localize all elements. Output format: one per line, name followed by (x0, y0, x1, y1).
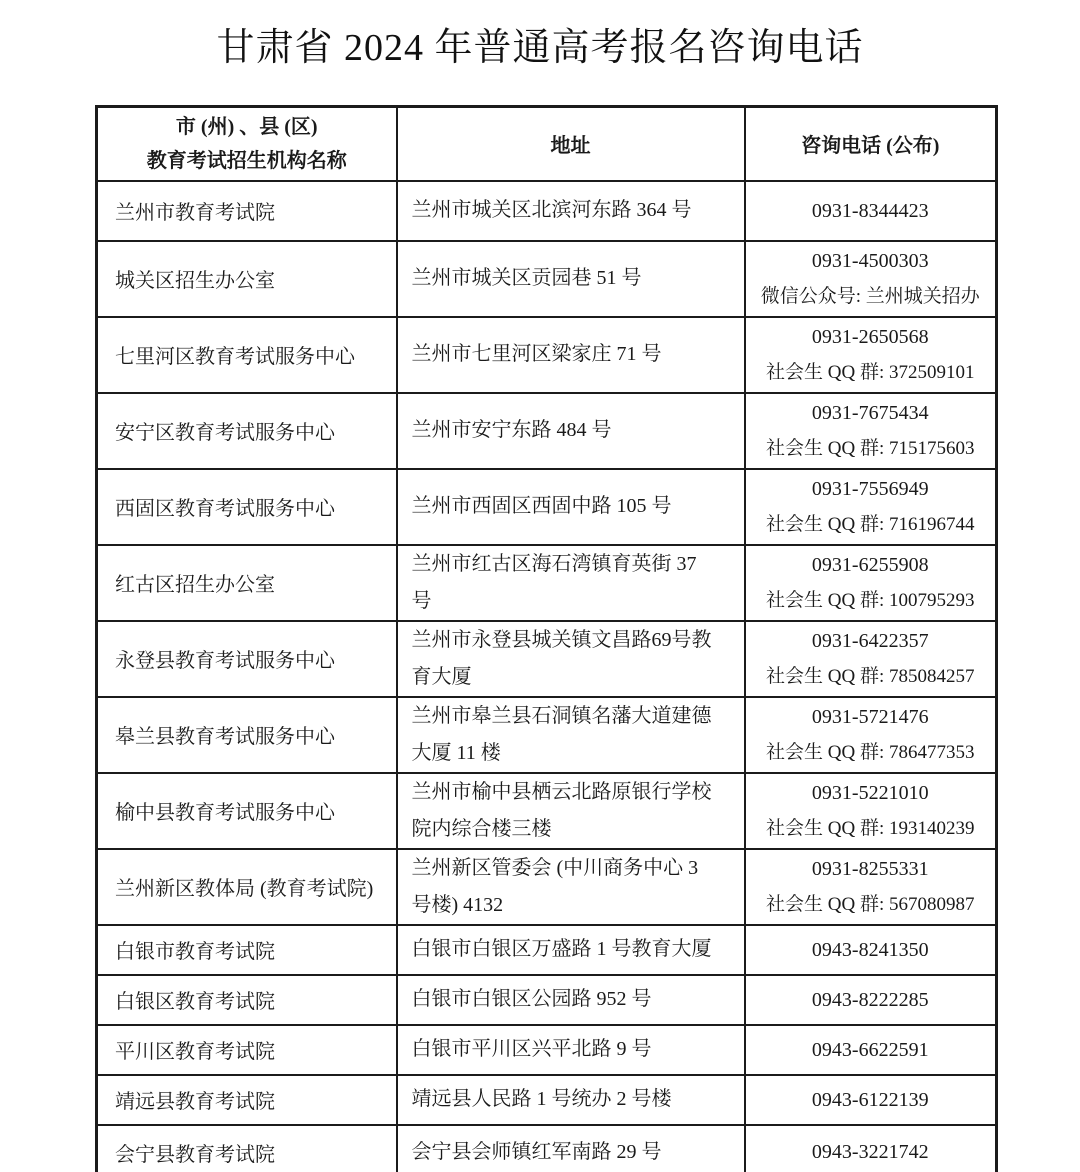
address-cell: 兰州市榆中县栖云北路原银行学校院内综合楼三楼 (397, 773, 745, 849)
table-row (97, 469, 997, 545)
address-cell: 兰州新区管委会 (中川商务中心 3 号楼) 4132 (397, 849, 745, 925)
address-cell: 兰州市红古区海石湾镇育英街 37 号 (397, 545, 745, 621)
phone-number: 0931-4500303 (811, 249, 929, 272)
phone-number: 0931-6255908 (811, 553, 929, 576)
address-cell: 兰州市城关区北滨河东路 364 号 (397, 181, 745, 241)
phone-cell (745, 1025, 997, 1075)
phone-number: 0931-7556949 (811, 477, 929, 500)
phone-extra-contact: 社会生 QQ 群: 372509101 (766, 361, 975, 383)
org-name-cell: 皋兰县教育考试服务中心 (97, 697, 397, 773)
org-name-cell: 红古区招生办公室 (97, 545, 397, 621)
org-name-cell: 靖远县教育考试院 (97, 1075, 397, 1125)
org-name-cell: 兰州新区教体局 (教育考试院) (97, 849, 397, 925)
org-name-cell: 城关区招生办公室 (97, 241, 397, 317)
table-row (97, 317, 997, 393)
address-cell: 白银市白银区公园路 952 号 (397, 975, 745, 1025)
org-name-cell: 白银市教育考试院 (97, 925, 397, 975)
header-org-name-line1: 市 (州) 、县 (区) (175, 115, 318, 138)
phone-number: 0943-3221742 (811, 1141, 929, 1164)
header-address: 地址 (397, 107, 745, 181)
table-row (97, 181, 997, 241)
org-name-cell: 会宁县教育考试院 (97, 1125, 397, 1172)
header-org-name-line2: 教育考试招生机构名称 (146, 149, 347, 172)
phone-number: 0943-6622591 (811, 1038, 929, 1061)
phone-extra-contact: 社会生 QQ 群: 567080987 (766, 893, 975, 915)
header-phone: 咨询电话 (公布) (745, 107, 997, 181)
phone-cell (745, 849, 997, 925)
table-body (97, 181, 997, 1172)
org-name-cell: 榆中县教育考试服务中心 (97, 773, 397, 849)
address-cell: 白银市白银区万盛路 1 号教育大厦 (397, 925, 745, 975)
phone-cell (745, 975, 997, 1025)
org-name-cell: 七里河区教育考试服务中心 (97, 317, 397, 393)
table-row (97, 1075, 997, 1125)
phone-extra-contact: 社会生 QQ 群: 100795293 (766, 589, 975, 611)
phone-extra-contact: 社会生 QQ 群: 715175603 (766, 437, 975, 459)
org-name-cell: 西固区教育考试服务中心 (97, 469, 397, 545)
phone-number: 0943-8222285 (811, 988, 929, 1011)
address-cell: 兰州市永登县城关镇文昌路69号教育大厦 (397, 621, 745, 697)
page-title: 甘肃省 2024 年普通高考报名咨询电话 (216, 27, 864, 69)
table-row (97, 849, 997, 925)
table-row (97, 621, 997, 697)
header-org-name (97, 107, 397, 181)
phone-cell (745, 317, 997, 393)
table-row (97, 1025, 997, 1075)
phone-number: 0943-6122139 (811, 1088, 929, 1111)
address-cell: 兰州市城关区贡园巷 51 号 (397, 241, 745, 317)
consultation-phone-table (95, 105, 998, 1172)
phone-extra-contact: 社会生 QQ 群: 786477353 (766, 741, 975, 763)
phone-cell (745, 1075, 997, 1125)
phone-number: 0931-6422357 (811, 629, 929, 652)
address-cell: 白银市平川区兴平北路 9 号 (397, 1025, 745, 1075)
phone-extra-contact: 微信公众号: 兰州城关招办 (760, 285, 980, 307)
table-row (97, 975, 997, 1025)
org-name-cell: 兰州市教育考试院 (97, 181, 397, 241)
table-row (97, 773, 997, 849)
address-cell: 会宁县会师镇红军南路 29 号 (397, 1125, 745, 1172)
phone-extra-contact: 社会生 QQ 群: 193140239 (766, 817, 975, 839)
table-row (97, 241, 997, 317)
org-name-cell: 永登县教育考试服务中心 (97, 621, 397, 697)
org-name-cell: 白银区教育考试院 (97, 975, 397, 1025)
org-name-cell: 安宁区教育考试服务中心 (97, 393, 397, 469)
table-row (97, 393, 997, 469)
phone-number: 0931-8344423 (811, 199, 929, 222)
phone-number: 0931-7675434 (811, 401, 929, 424)
phone-cell (745, 393, 997, 469)
phone-cell (745, 181, 997, 241)
org-name-cell: 平川区教育考试院 (97, 1025, 397, 1075)
phone-number: 0931-5221010 (811, 781, 929, 804)
header-row (97, 107, 997, 181)
address-cell: 兰州市西固区西固中路 105 号 (397, 469, 745, 545)
phone-number: 0943-8241350 (811, 938, 929, 961)
phone-cell (745, 773, 997, 849)
address-cell: 兰州市安宁东路 484 号 (397, 393, 745, 469)
phone-extra-contact: 社会生 QQ 群: 785084257 (766, 665, 975, 687)
phone-cell (745, 697, 997, 773)
phone-cell (745, 621, 997, 697)
phone-cell (745, 925, 997, 975)
table-row (97, 925, 997, 975)
phone-extra-contact: 社会生 QQ 群: 716196744 (766, 513, 975, 535)
table-row (97, 1125, 997, 1172)
phone-number: 0931-2650568 (811, 325, 929, 348)
phone-cell (745, 469, 997, 545)
address-cell: 靖远县人民路 1 号统办 2 号楼 (397, 1075, 745, 1125)
phone-cell (745, 241, 997, 317)
address-cell: 兰州市七里河区梁家庄 71 号 (397, 317, 745, 393)
phone-number: 0931-5721476 (811, 705, 929, 728)
address-cell: 兰州市皋兰县石洞镇名藩大道建德大厦 11 楼 (397, 697, 745, 773)
phone-cell (745, 545, 997, 621)
table-row (97, 697, 997, 773)
phone-cell (745, 1125, 997, 1172)
table-row (97, 545, 997, 621)
phone-number: 0931-8255331 (811, 857, 929, 880)
